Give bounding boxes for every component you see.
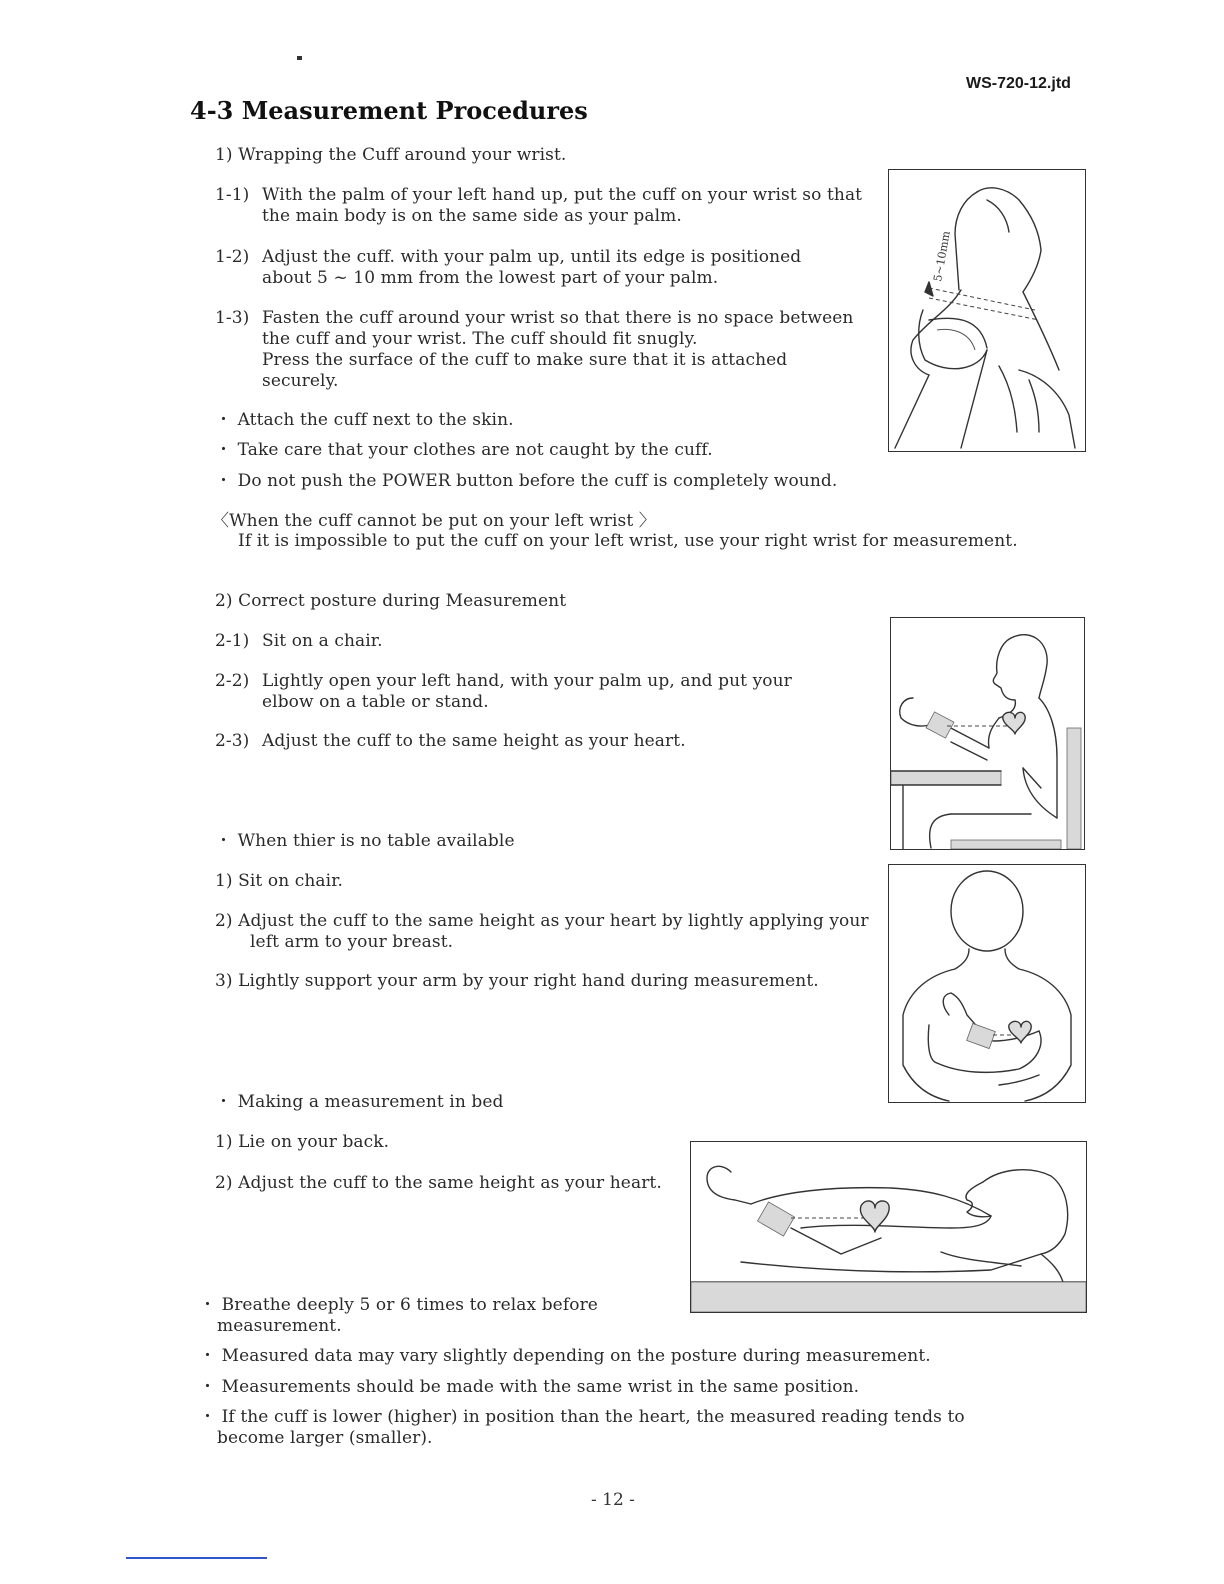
figure-dimension-label: 5~10mm bbox=[931, 229, 953, 283]
step-1-2 bbox=[215, 247, 801, 289]
note-cuff-height bbox=[199, 1407, 965, 1449]
note-line: become larger (smaller). bbox=[217, 1428, 433, 1448]
step-line: the main body is on the same side as your palm. bbox=[262, 206, 682, 226]
step-2-1 bbox=[215, 631, 383, 652]
no-table-item-2 bbox=[215, 911, 869, 953]
item-line: 2) Adjust the cuff to the same height as your heart by lightly applying your bbox=[215, 911, 869, 931]
arm-breast-illustration bbox=[889, 865, 1085, 1102]
note-line: ・ Measurements should be made with the same wrist in the same position. bbox=[199, 1377, 860, 1397]
footer-rule bbox=[126, 1557, 267, 1559]
step-line: Sit on a chair. bbox=[262, 631, 383, 651]
no-table-item-1 bbox=[215, 871, 343, 892]
figure-seated-table bbox=[890, 617, 1085, 850]
step-number: 1-1) bbox=[215, 185, 250, 205]
note-breathe bbox=[199, 1295, 598, 1337]
step-line: the cuff and your wrist. The cuff should fit snugly. bbox=[262, 329, 698, 349]
item-line: 1) Sit on chair. bbox=[215, 871, 344, 891]
note-same-wrist bbox=[199, 1377, 859, 1398]
page-title: 4-3 Measurement Procedures bbox=[190, 96, 588, 125]
step-1-1 bbox=[215, 185, 862, 227]
step-number: 2-2) bbox=[215, 671, 250, 691]
section-1-title: 1) Wrapping the Cuff around your wrist. bbox=[215, 145, 567, 165]
step-1-3 bbox=[215, 308, 853, 392]
in-bed-item-1: 1) Lie on your back. bbox=[215, 1132, 390, 1152]
item-line: left arm to your breast. bbox=[250, 932, 454, 952]
note-posture bbox=[199, 1346, 931, 1367]
figure-wrist-cuff bbox=[888, 169, 1086, 452]
item-line: 3) Lightly support your arm by your right hand during measurement. bbox=[215, 971, 819, 991]
note-line: measurement. bbox=[217, 1316, 342, 1336]
figure-arm-breast bbox=[888, 864, 1086, 1103]
step-2-3 bbox=[215, 731, 686, 752]
in-bed-title: ・ Making a measurement in bed bbox=[215, 1092, 504, 1112]
step-number: 2-1) bbox=[215, 631, 250, 651]
step-line: With the palm of your left hand up, put the cuff on your wrist so that bbox=[262, 185, 863, 205]
note-line: ・ If the cuff is lower (higher) in position than the heart, the measured reading tends to bbox=[199, 1407, 965, 1427]
wrist-cuff-illustration bbox=[889, 170, 1085, 451]
step-line: Adjust the cuff to the same height as your heart. bbox=[262, 731, 686, 751]
bullet-attach-skin: ・ Attach the cuff next to the skin. bbox=[215, 410, 514, 430]
step-number: 1-3) bbox=[215, 308, 250, 328]
step-line: elbow on a table or stand. bbox=[262, 692, 489, 712]
step-line: securely. bbox=[262, 371, 339, 391]
step-line: Fasten the cuff around your wrist so that there is no space between bbox=[262, 308, 854, 328]
section-2-title: 2) Correct posture during Measurement bbox=[215, 591, 567, 611]
note-line: ・ Breathe deeply 5 or 6 times to relax before bbox=[199, 1295, 598, 1315]
step-line: Adjust the cuff. with your palm up, until its edge is positioned bbox=[262, 247, 802, 267]
step-number: 2-3) bbox=[215, 731, 250, 751]
bullet-clothes: ・ Take care that your clothes are not caught by the cuff. bbox=[215, 440, 713, 460]
note-title: 〈When the cuff cannot be put on your left wrist 〉 bbox=[212, 511, 656, 531]
bullet-power-button: ・ Do not push the POWER button before the cuff is completely wound. bbox=[215, 471, 838, 491]
seated-table-illustration bbox=[891, 618, 1084, 849]
scan-mark bbox=[297, 56, 302, 60]
note-line: ・ Measured data may vary slightly depending on the posture during measurement. bbox=[199, 1346, 931, 1366]
step-line: Press the surface of the cuff to make sure that it is attached bbox=[262, 350, 788, 370]
figure-lying-bed bbox=[690, 1141, 1087, 1313]
note-text: If it is impossible to put the cuff on your left wrist, use your right wrist for measurement. bbox=[238, 531, 1018, 551]
step-line: about 5 ~ 10 mm from the lowest part of your palm. bbox=[262, 268, 719, 288]
step-line: Lightly open your left hand, with your palm up, and put your bbox=[262, 671, 792, 691]
document-id: WS-720-12.jtd bbox=[966, 75, 1071, 92]
no-table-title: ・ When thier is no table available bbox=[215, 831, 515, 851]
step-2-2 bbox=[215, 671, 792, 713]
lying-bed-illustration bbox=[691, 1142, 1086, 1312]
page-number: - 12 - bbox=[591, 1490, 635, 1510]
step-number: 1-2) bbox=[215, 247, 250, 267]
in-bed-item-2: 2) Adjust the cuff to the same height as your heart. bbox=[215, 1173, 662, 1193]
no-table-item-3 bbox=[215, 971, 819, 992]
